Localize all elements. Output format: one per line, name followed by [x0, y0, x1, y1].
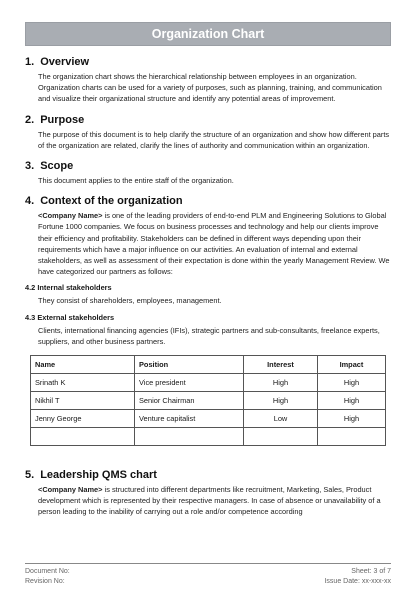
section-text: <Company Name> is structured into different departments like recruitment, Marketing, Sales, Product development which is represented by their respective managers. In case of absence or unavailability of a person leading to the inability of carrying out a role and/or competence according	[38, 485, 381, 517]
table-cell: Jenny George	[31, 410, 135, 428]
table-row	[31, 374, 386, 392]
section-leadership	[25, 468, 391, 518]
section-purpose	[25, 113, 391, 151]
revision-number: Revision No:	[25, 578, 65, 585]
column-header: Interest	[244, 356, 318, 374]
page-footer	[25, 563, 391, 587]
table-cell: Senior Chairman	[135, 392, 244, 410]
table-cell: High	[317, 374, 385, 392]
table-cell	[244, 428, 318, 446]
section-scope	[25, 159, 391, 186]
document-body	[25, 55, 391, 526]
table-cell	[135, 428, 244, 446]
table-cell: High	[317, 410, 385, 428]
sheet-number: Sheet: 3 of 7	[351, 568, 391, 575]
section-text: This document applies to the entire staff of the organization.	[38, 176, 234, 186]
column-header: Name	[31, 356, 135, 374]
subsection-text: They consist of shareholders, employees, management.	[38, 296, 222, 306]
table-header-row	[31, 356, 386, 374]
table-cell: High	[244, 374, 318, 392]
section-context	[25, 194, 391, 446]
table-cell: Vice president	[135, 374, 244, 392]
company-name: <Company Name>	[38, 485, 103, 495]
document-title: Organization Chart	[25, 22, 391, 46]
table-row	[31, 428, 386, 446]
table-cell	[317, 428, 385, 446]
table-cell: High	[244, 392, 318, 410]
section-text: The organization chart shows the hierarchical relationship between employees in an organization. Organization charts can be used for a variety of purposes, such as planning, training, and communication and visualize their organizational structure and identify any potential areas of improvement.	[38, 72, 382, 104]
table-cell: Venture capitalist	[135, 410, 244, 428]
subsection-heading: 4.2 Internal stakeholders	[25, 283, 112, 293]
section-overview	[25, 55, 391, 105]
column-header: Position	[135, 356, 244, 374]
section-text: <Company Name> is one of the leading providers of end-to-end PLM and Engineering Solutions to Global Fortune 1000 companies. We focus on business processes and technology and help our clients improve their efficiency and profitability. Stakeholders can be defined in different ways depending upon their requirements which have a major influence on our activities. An evaluation of internal and external stakeholders, as well as assessment of their expectation is done within the yearly Management Review. We have categorized our partners as follows:	[38, 211, 390, 277]
table-cell: Low	[244, 410, 318, 428]
stakeholder-table	[30, 355, 386, 446]
company-name: <Company Name>	[38, 211, 103, 221]
section-heading: 4. Context of the organization	[25, 195, 183, 208]
column-header: Impact	[317, 356, 385, 374]
section-text: The purpose of this document is to help clarify the structure of an organization and show how different parts of the organization are related, clarify the lines of authority and communication within an organization.	[38, 129, 390, 150]
section-heading: 1. Overview	[25, 56, 90, 68]
subsection-text: Clients, international financing agencies (IFIs), strategic partners and sub-consultants, freelance experts, suppliers, and other business partners.	[38, 325, 380, 346]
table-cell: High	[317, 392, 385, 410]
table-cell	[31, 428, 135, 446]
table-row	[31, 410, 386, 428]
table-cell: Nikhil T	[31, 392, 135, 410]
section-heading: 2. Purpose	[25, 113, 85, 126]
subsection-heading: 4.3 External stakeholders	[25, 312, 115, 322]
section-heading: 5. Leadership QMS chart	[25, 469, 157, 482]
document-number: Document No:	[25, 568, 70, 575]
table-cell: Srinath K	[31, 374, 135, 392]
section-heading: 3. Scope	[25, 160, 74, 173]
issue-date: Issue Date: xx-xxx-xx	[324, 578, 391, 585]
table-row	[31, 392, 386, 410]
